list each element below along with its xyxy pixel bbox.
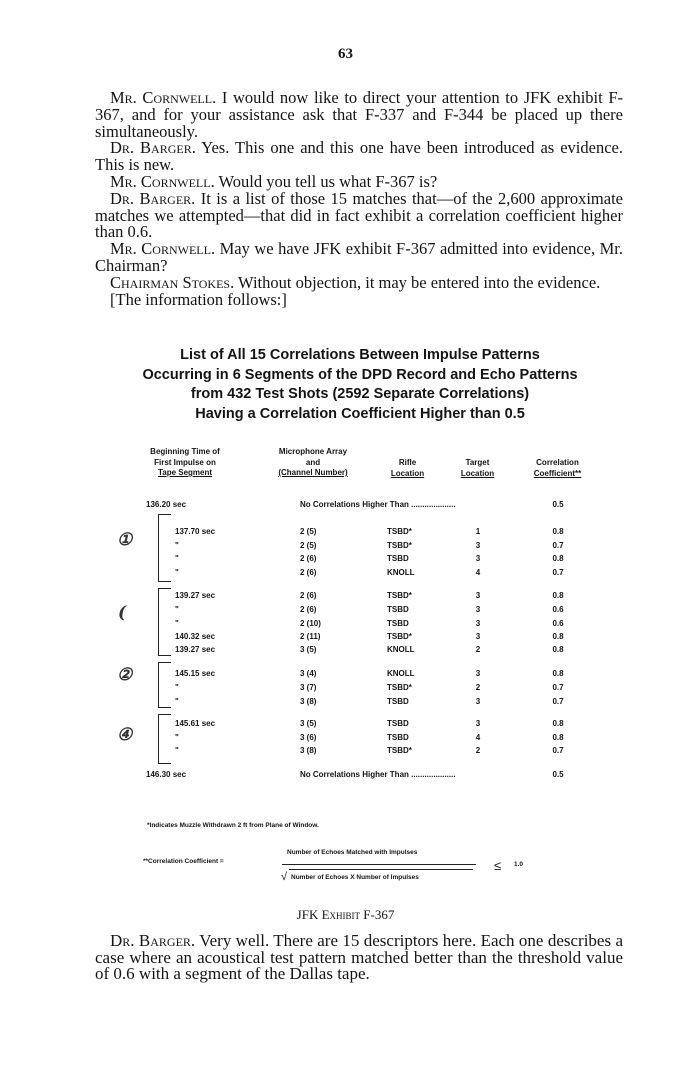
cell-no-correlations: No Correlations Higher Than .................... (300, 770, 456, 779)
header-line: Microphone Array (278, 447, 348, 456)
cell-beginning-time: " (175, 554, 179, 563)
speaker-name: Mr. Cornwell. (110, 239, 216, 259)
header-line: Beginning Time of (150, 447, 220, 456)
group-bracket (158, 662, 171, 708)
exhibit-title-line: Occurring in 6 Segments of the DPD Record and Echo Patterns (142, 366, 578, 383)
header-line: First Impulse on (154, 457, 216, 467)
cell-rifle-location: TSBD* (387, 591, 412, 600)
cell-rifle-location: TSBD* (387, 746, 412, 755)
speaker-name: Exhibit (321, 907, 361, 922)
paragraph-text: Very well. There are 15 descriptors here. Each one describes a case where an acoustical test pattern matched better than the threshold value of 0.6 with a segment of the Dallas tape. (95, 931, 623, 983)
cell-rifle-location: TSBD (387, 554, 409, 563)
cell-target-location: 3 (475, 669, 481, 678)
paragraph-text: Would you tell us what F-367 is? (214, 171, 438, 191)
cell-target-location: 3 (475, 632, 481, 641)
paragraph-text: May we have JFK exhibit F-367 admitted into evidence, Mr. Chairman? (95, 239, 623, 275)
paragraph-text: I would now like to direct your attention to JFK exhibit F-367, and for your assistance ask that F-337 and F-344 be placed up there simultaneously. (95, 88, 623, 141)
cell-target-location: 2 (475, 645, 481, 654)
cell-channel: 2 (10) (300, 619, 321, 628)
cell-channel: 2 (5) (300, 527, 317, 536)
cell-correlation: 0.5 (552, 500, 564, 509)
cell-correlation: 0.8 (552, 645, 564, 654)
paragraph (95, 90, 623, 140)
formula-label: **Correlation Coefficient = (143, 858, 224, 865)
cell-correlation: 0.7 (552, 568, 564, 577)
cell-beginning-time: 139.27 sec (175, 591, 216, 600)
cell-rifle-location: KNOLL (387, 669, 415, 678)
cell-channel: 3 (4) (300, 669, 317, 678)
group-bracket (158, 714, 171, 764)
cell-channel: 2 (11) (300, 632, 321, 641)
cell-rifle-location: TSBD* (387, 527, 412, 536)
header-line: Tape Segment (157, 468, 213, 477)
caption-text: F-367 (360, 907, 395, 922)
paragraph (95, 241, 623, 275)
paragraph (95, 289, 623, 309)
header-line: Location (390, 468, 425, 478)
cell-beginning-time: 139.27 sec (175, 645, 216, 654)
cell-correlation: 0.7 (552, 746, 564, 755)
cell-channel: 2 (6) (300, 568, 317, 577)
header-line: Location (460, 468, 495, 478)
speaker-name: Dr. Barger. (110, 138, 196, 158)
cell-rifle-location: TSBD (387, 719, 409, 728)
cell-beginning-time: " (175, 683, 179, 692)
cell-rifle-location: KNOLL (387, 568, 415, 577)
cell-rifle-location: TSBD (387, 619, 409, 628)
cell-beginning-time: 146.30 sec (146, 770, 187, 779)
speaker-name: Dr. Barger. (110, 931, 196, 950)
cell-correlation: 0.8 (552, 632, 564, 641)
header-correlation-coefficient (520, 458, 595, 479)
cell-channel: 3 (8) (300, 697, 317, 706)
handwritten-mark: ① (117, 530, 133, 550)
cell-beginning-time: " (175, 605, 179, 614)
cell-target-location: 2 (475, 746, 481, 755)
exhibit-title (60, 346, 660, 424)
cell-target-location: 1 (475, 527, 481, 536)
header-line: Coefficient** (533, 468, 582, 478)
cell-target-location: 3 (475, 541, 481, 550)
formula-bound: 1.0 (514, 861, 524, 868)
cell-target-location: 3 (475, 591, 481, 600)
cell-beginning-time: " (175, 541, 179, 550)
cell-correlation: 0.7 (552, 697, 564, 706)
cell-correlation: 0.8 (552, 733, 564, 742)
cell-channel: 2 (6) (300, 605, 317, 614)
speaker-name: Mr. Cornwell. (110, 171, 215, 191)
cell-correlation: 0.7 (552, 683, 564, 692)
paragraph-text: Without objection, it may be entered into the evidence. (234, 272, 601, 292)
handwritten-mark: ( (118, 603, 127, 623)
cell-channel: 3 (5) (300, 645, 317, 654)
header-line: Correlation (536, 458, 579, 467)
caption-text: JFK (296, 907, 322, 922)
cell-beginning-time: 145.61 sec (175, 719, 216, 728)
header-rifle-location (380, 458, 435, 479)
exhibit-title-line: List of All 15 Correlations Between Impulse Patterns (180, 347, 540, 363)
header-line: Rifle (398, 458, 417, 467)
fraction-bar (282, 864, 476, 865)
cell-correlation: 0.8 (552, 719, 564, 728)
cell-correlation: 0.8 (552, 554, 564, 563)
paragraph (95, 188, 623, 242)
cell-rifle-location: TSBD* (387, 541, 412, 550)
paragraph (95, 140, 623, 174)
cell-channel: 3 (7) (300, 683, 317, 692)
sqrt-vinculum (289, 869, 473, 870)
handwritten-mark: ② (117, 665, 133, 685)
cell-no-correlations: No Correlations Higher Than .................... (300, 500, 456, 509)
cell-correlation: 0.8 (552, 591, 564, 600)
cell-channel: 3 (6) (300, 733, 317, 742)
less-equal-symbol: ≤ (494, 858, 502, 873)
cell-target-location: 3 (475, 605, 481, 614)
cell-correlation: 0.6 (552, 619, 564, 628)
cell-target-location: 2 (475, 683, 481, 692)
header-line: Target (465, 458, 490, 467)
page-number: 63 (338, 46, 353, 62)
exhibit-title-line: Having a Correlation Coefficient Higher than 0.5 (195, 405, 525, 422)
exhibit-title-line: from 432 Test Shots (2592 Separate Correlations) (190, 386, 530, 402)
cell-target-location: 3 (475, 697, 481, 706)
cell-channel: 2 (6) (300, 591, 317, 600)
cell-rifle-location: TSBD* (387, 632, 412, 641)
formula-numerator: Number of Echoes Matched with Impulses (287, 849, 418, 856)
cell-beginning-time: " (175, 746, 179, 755)
paragraph-text: It is a list of those 15 matches that—of the 2,600 approximate matches we attempted—that did in fact exhibit a correlation coefficient higher than 0.6. (95, 188, 623, 242)
cell-target-location: 4 (475, 568, 481, 577)
cell-beginning-time: " (175, 733, 179, 742)
testimony-text (95, 90, 623, 308)
cell-target-location: 3 (475, 619, 481, 628)
header-line: (Channel Number) (278, 468, 348, 477)
cell-channel: 2 (6) (300, 554, 317, 563)
cell-beginning-time: 137.70 sec (175, 527, 216, 536)
closing-text (95, 933, 623, 983)
header-target-location (450, 458, 505, 479)
cell-rifle-location: TSBD (387, 697, 409, 706)
paragraph (95, 933, 623, 983)
cell-target-location: 3 (475, 554, 481, 563)
paragraph-text: Yes. This one and this one have been introduced as evidence. This is new. (95, 138, 623, 175)
cell-channel: 3 (8) (300, 746, 317, 755)
speaker-name: Chairman Stokes. (110, 272, 235, 292)
cell-rifle-location: TSBD (387, 733, 409, 742)
group-bracket (158, 514, 171, 582)
footnote-muzzle: *Indicates Muzzle Withdrawn 2 ft from Plane of Window. (147, 822, 319, 829)
cell-correlation: 0.5 (552, 770, 564, 779)
cell-beginning-time: 140.32 sec (175, 632, 216, 641)
paragraph-text: [The information follows:] (110, 289, 287, 309)
cell-correlation: 0.7 (552, 541, 564, 550)
exhibit-caption (0, 907, 691, 923)
cell-correlation: 0.6 (552, 605, 564, 614)
cell-target-location: 4 (475, 733, 481, 742)
cell-rifle-location: KNOLL (387, 645, 415, 654)
cell-beginning-time: " (175, 568, 179, 577)
header-line: and (305, 457, 321, 467)
cell-target-location: 3 (475, 719, 481, 728)
cell-correlation: 0.8 (552, 527, 564, 536)
cell-beginning-time: 145.15 sec (175, 669, 216, 678)
group-bracket (158, 588, 171, 656)
header-beginning-time (140, 447, 230, 479)
cell-beginning-time: 136.20 sec (146, 500, 187, 509)
cell-correlation: 0.8 (552, 669, 564, 678)
cell-rifle-location: TSBD* (387, 683, 412, 692)
header-microphone-channel (263, 447, 363, 479)
cell-channel: 2 (5) (300, 541, 317, 550)
cell-channel: 3 (5) (300, 719, 317, 728)
speaker-name: Dr. Barger. (110, 188, 196, 208)
handwritten-mark: ④ (117, 725, 133, 745)
speaker-name: Mr. Cornwell. (110, 88, 217, 107)
formula-denominator: Number of Echoes X Number of Impulses (291, 874, 419, 881)
cell-beginning-time: " (175, 697, 179, 706)
cell-rifle-location: TSBD (387, 605, 409, 614)
cell-beginning-time: " (175, 619, 179, 628)
sqrt-symbol: √ (281, 871, 288, 883)
